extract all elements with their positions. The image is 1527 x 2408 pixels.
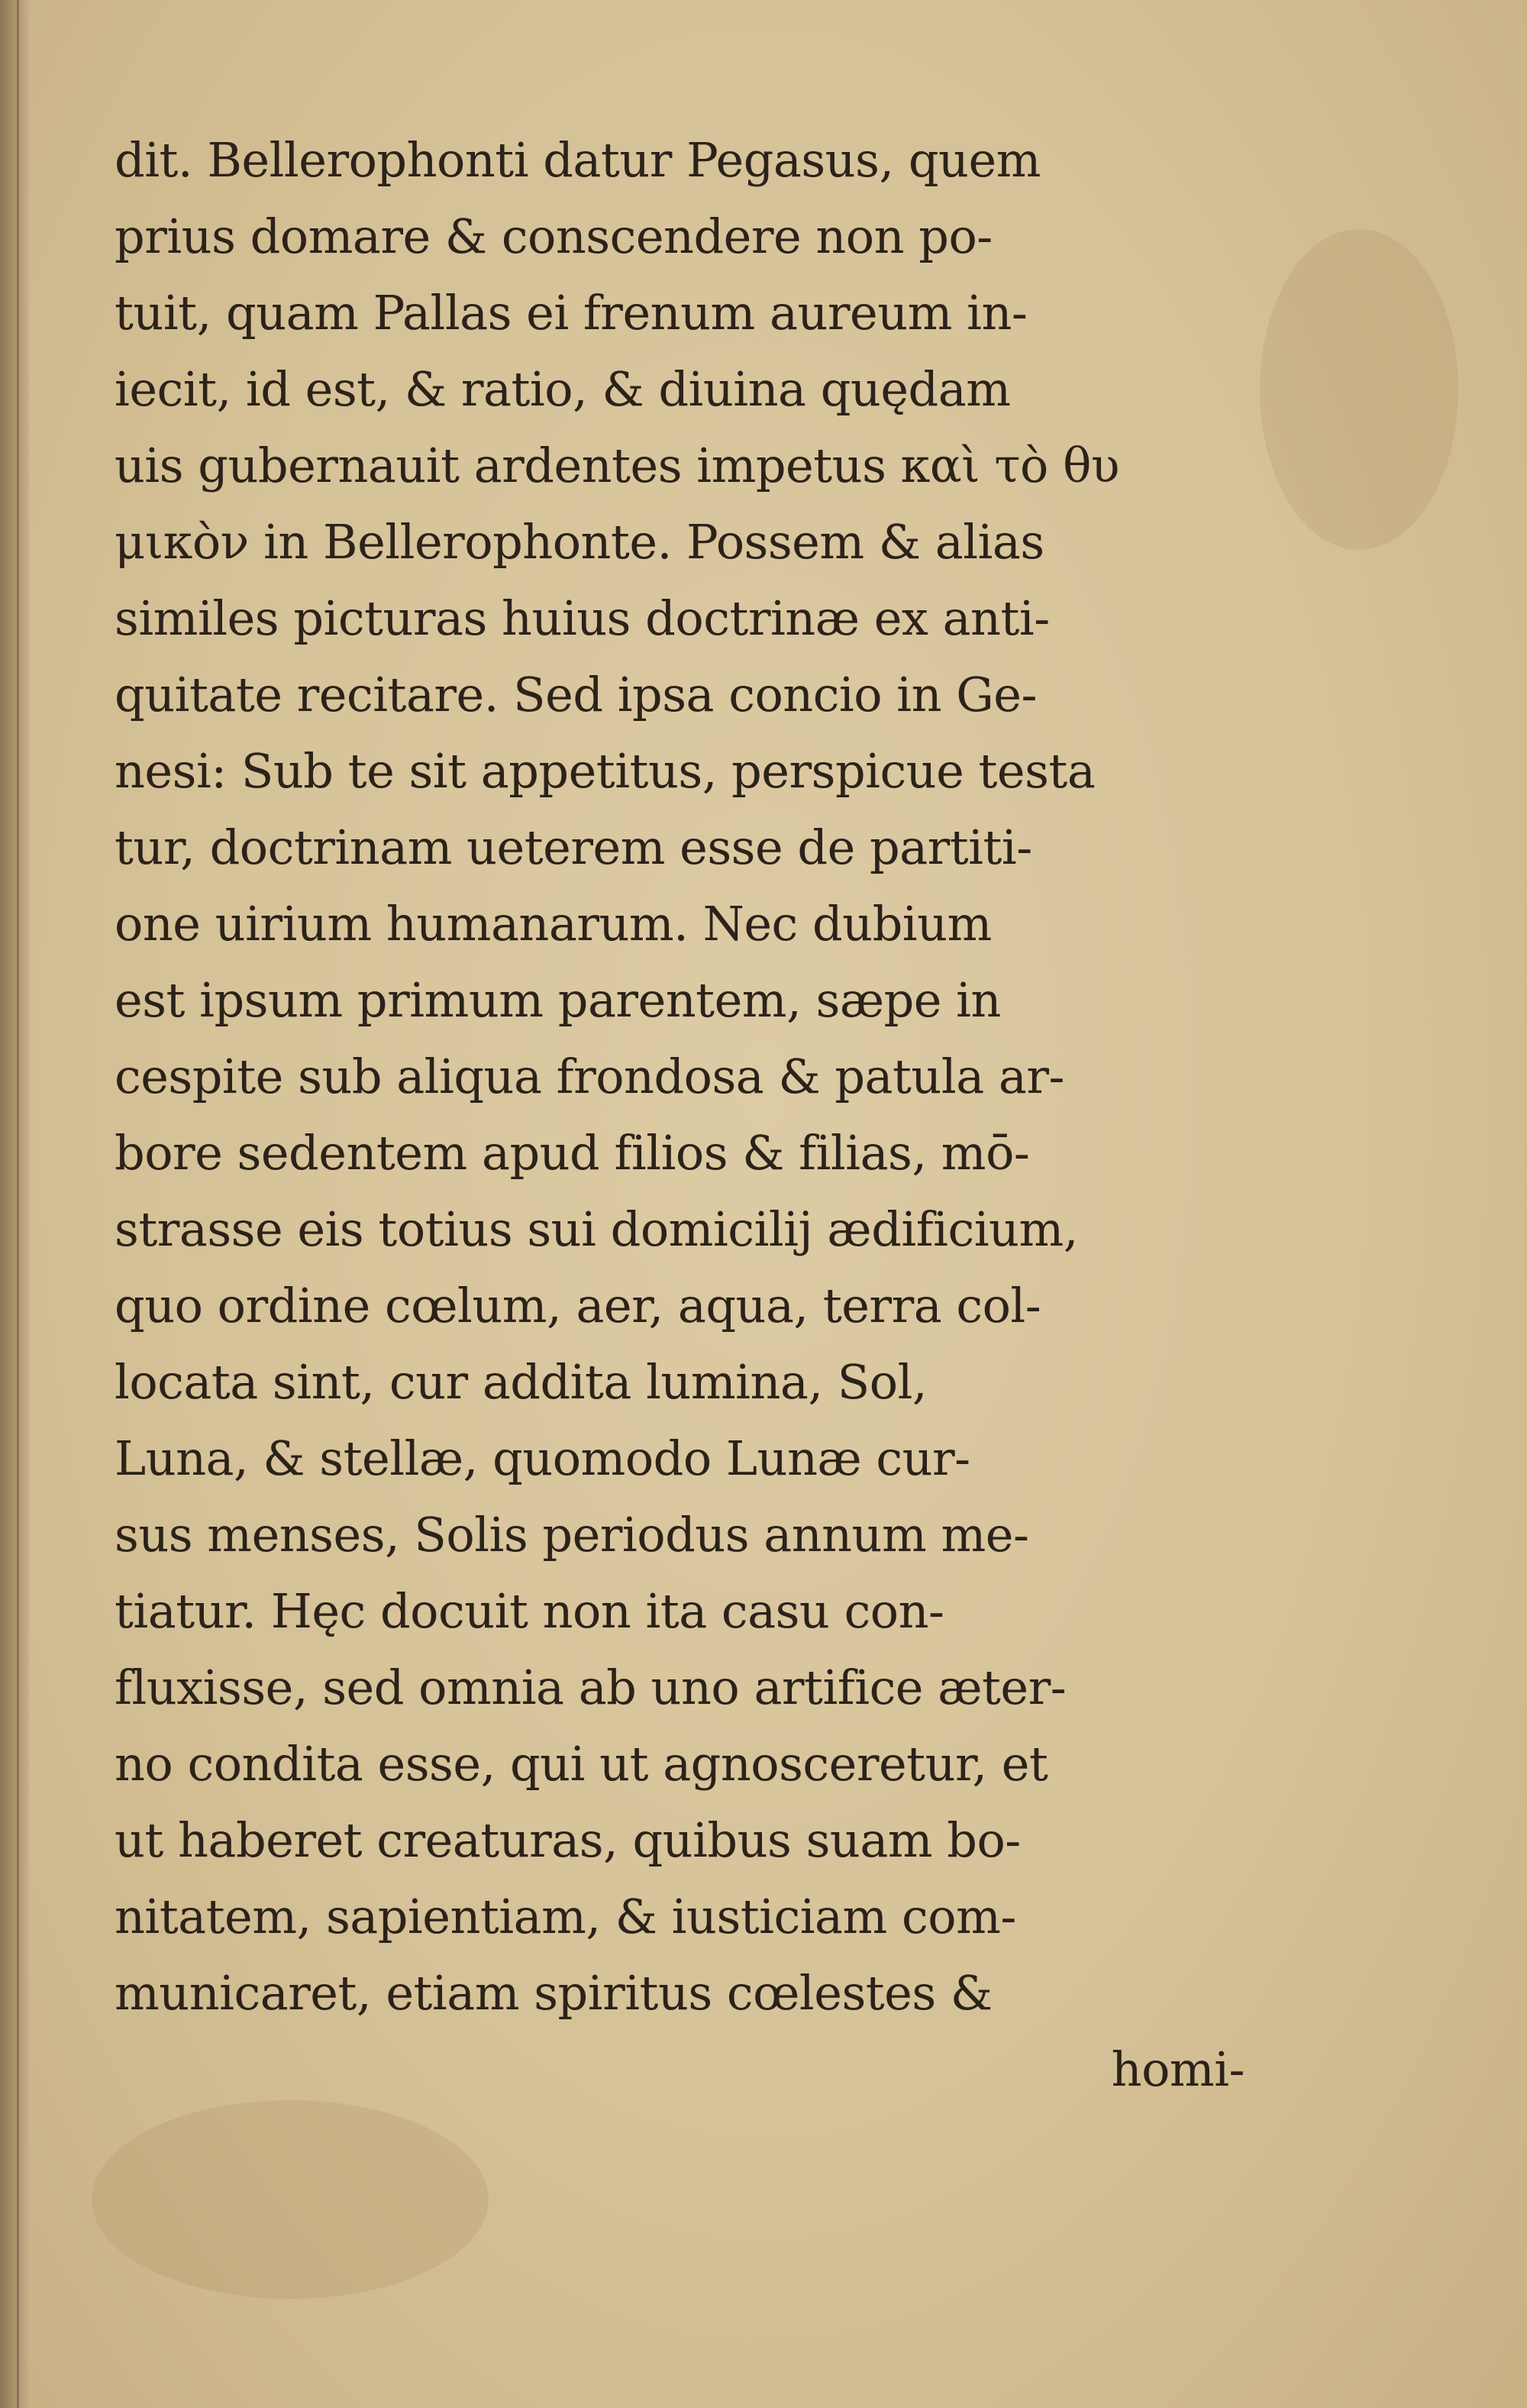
paper-stain (1260, 229, 1458, 550)
text-line: sus menses, Solis periodus annum me- (115, 1507, 1029, 1563)
text-line: bore sedentem apud filios & filias, mō- (115, 1125, 1030, 1181)
text-line: locata sint, cur addita lumina, Sol, (115, 1354, 928, 1410)
text-line: quo ordine cœlum, aer, aqua, terra col- (115, 1278, 1041, 1333)
text-line: nitatem, sapientiam, & iusticiam com- (115, 1889, 1016, 1944)
text-line: Luna, & stellæ, quomodo Lunæ cur- (115, 1430, 970, 1486)
binding-edge (17, 0, 19, 2408)
text-line: quitate recitare. Sed ipsa concio in Ge- (115, 667, 1037, 722)
text-line: est ipsum primum parentem, sæpe in (115, 972, 1001, 1028)
text-line: μικὸν in Bellerophonte. Possem & alias (115, 514, 1044, 570)
text-line: nesi: Sub te sit appetitus, perspicue testa (115, 743, 1096, 799)
text-line: uis gubernauit ardentes impetus καὶ τὸ θυ (115, 438, 1120, 493)
text-line: tiatur. Hęc docuit non ita casu con- (115, 1583, 944, 1639)
page-gutter (0, 0, 29, 2408)
text-line: fluxisse, sed omnia ab uno artifice æter- (115, 1660, 1067, 1715)
text-line: no condita esse, qui ut agnosceretur, et (115, 1736, 1048, 1792)
text-line: dit. Bellerophonti datur Pegasus, quem (115, 132, 1041, 188)
text-line: municaret, etiam spiritus cœlestes & (115, 1965, 993, 2021)
text-line: similes picturas huius doctrinæ ex anti- (115, 590, 1050, 646)
text-line: cespite sub aliqua frondosa & patula ar- (115, 1049, 1064, 1104)
text-column (115, 122, 1245, 2108)
text-line: ut haberet creaturas, quibus suam bo- (115, 1812, 1021, 1868)
text-line: one uirium humanarum. Nec dubium (115, 896, 992, 952)
text-line: tuit, quam Pallas ei frenum aureum in- (115, 285, 1028, 341)
text-line: iecit, id est, & ratio, & diuina quędam (115, 361, 1011, 417)
text-line: strasse eis totius sui domicilij ædificium, (115, 1201, 1078, 1257)
paper-stain (92, 2100, 489, 2299)
text-line: prius domare & conscendere non po- (115, 208, 993, 264)
text-line: tur, doctrinam ueterem esse de partiti- (115, 819, 1032, 875)
catchword: homi- (1111, 2041, 1245, 2097)
